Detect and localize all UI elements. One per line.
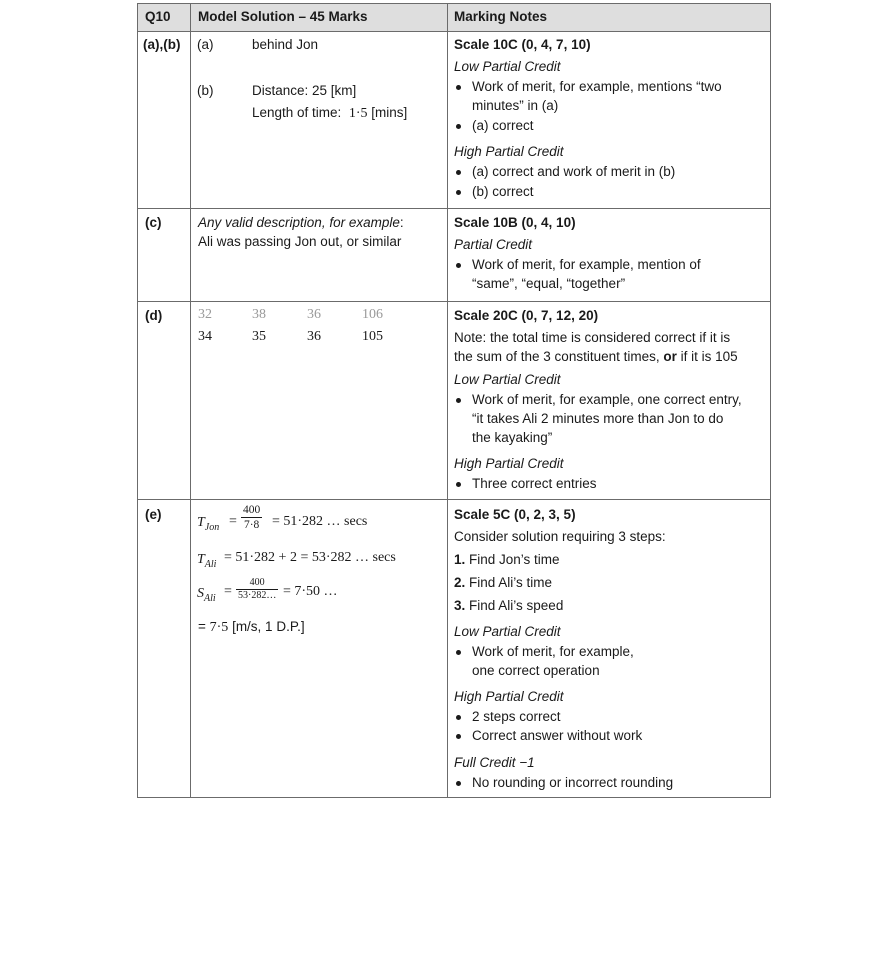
s-ali-denominator: 53·282… <box>238 590 277 601</box>
note-d-line-2 <box>454 348 738 366</box>
given-value: 32 <box>198 307 212 322</box>
answer-value: 36 <box>307 329 321 344</box>
low-credit-item-e-1a: Work of merit, for example, <box>472 644 634 659</box>
row-divider-ab <box>137 208 771 209</box>
notes-column-header: Marking Notes <box>454 9 548 24</box>
table-border-right <box>770 3 771 798</box>
t-jon-denominator: 7·8 <box>243 519 260 531</box>
s-ali-fraction <box>236 577 278 602</box>
low-credit-title-ab: Low Partial Credit <box>454 59 561 74</box>
partial-credit-item-c-1b: “same”, “equal, “together” <box>472 276 626 291</box>
final-answer-e <box>198 618 305 637</box>
row-divider-d <box>137 499 771 500</box>
bullet-icon <box>456 781 461 786</box>
answer-value: 34 <box>198 329 212 344</box>
answer-b-time-value: 1·5 <box>348 106 368 121</box>
bullet-icon <box>456 85 461 90</box>
high-credit-title-e: High Partial Credit <box>454 689 564 704</box>
t-jon-symbol: $T_{Jon}$ <box>197 515 220 533</box>
part-label-c: (c) <box>145 215 162 230</box>
note-d-line-2c: if it is 105 <box>676 349 738 364</box>
sub-label-b: (b) <box>197 83 214 98</box>
given-value: 36 <box>307 307 321 322</box>
part-label-d: (d) <box>145 308 163 323</box>
table-border-left <box>137 3 138 798</box>
row-divider-c <box>137 301 771 302</box>
column-divider-2 <box>447 3 448 798</box>
low-credit-item-d-1b: “it takes Ali 2 minutes more than Jon to do <box>472 411 724 426</box>
full-credit-item-e-1: No rounding or incorrect rounding <box>472 775 674 790</box>
note-d-line-2a: the sum of the 3 constituent times, <box>454 349 664 364</box>
t-jon-fraction <box>241 504 262 532</box>
final-answer-prefix: = <box>198 619 210 634</box>
answer-b-time <box>252 104 407 123</box>
low-credit-item-d-1a: Work of merit, for example, one correct entry, <box>472 392 742 407</box>
s-ali-numerator: 400 <box>249 577 265 588</box>
question-number: Q10 <box>145 9 171 24</box>
bullet-icon <box>456 715 461 720</box>
table-border-bottom <box>137 797 771 798</box>
bullet-icon <box>456 650 461 655</box>
high-credit-item-ab-2: (b) correct <box>472 184 534 199</box>
high-credit-item-d-1: Three correct entries <box>472 476 597 491</box>
bullet-icon <box>456 170 461 175</box>
answer-value: 35 <box>252 329 266 344</box>
given-value: 106 <box>362 307 383 322</box>
answer-c-intro <box>198 214 404 232</box>
bullet-icon <box>456 482 461 487</box>
final-answer-unit: [m/s, 1 D.P.] <box>228 619 305 634</box>
bullet-icon <box>456 398 461 403</box>
given-value: 38 <box>252 307 266 322</box>
note-d-line-1: Note: the total time is considered correct if it is <box>454 330 731 345</box>
scale-c: Scale 10B (0, 4, 10) <box>454 215 576 230</box>
t-ali-result: = 51·282 + 2 = 53·282 … secs <box>224 550 396 565</box>
low-credit-title-e: Low Partial Credit <box>454 624 561 639</box>
low-credit-item-e-1b: one correct operation <box>472 663 600 678</box>
step-3: 3. Find Ali’s speed <box>454 598 564 613</box>
answer-c: Ali was passing Jon out, or similar <box>198 234 402 249</box>
low-credit-item-ab-1b: minutes” in (a) <box>472 98 559 113</box>
scale-d: Scale 20C (0, 7, 12, 20) <box>454 308 599 323</box>
answer-b-time-label: Length of time: <box>252 105 342 120</box>
t-jon-equals: = <box>229 514 237 529</box>
step-2: 2. Find Ali’s time <box>454 575 553 590</box>
s-ali-result: = 7·50 … <box>283 584 338 599</box>
low-credit-item-d-1c: the kayaking” <box>472 430 553 445</box>
answer-c-intro-colon: : <box>399 215 404 230</box>
answer-b-distance: Distance: 25 [km] <box>252 83 357 98</box>
t-jon-result: = 51·282 … secs <box>272 514 368 529</box>
answer-c-intro-text: Any valid description, for example <box>198 215 400 230</box>
bullet-icon <box>456 190 461 195</box>
note-d-or: or <box>663 349 677 364</box>
s-ali-symbol: $S_{Ali}$ <box>197 586 216 604</box>
bullet-icon <box>456 734 461 739</box>
t-ali-symbol: $T_{Ali}$ <box>197 552 217 570</box>
scale-ab: Scale 10C (0, 4, 7, 10) <box>454 37 591 52</box>
t-jon-numerator: 400 <box>243 504 261 516</box>
high-credit-item-e-2: Correct answer without work <box>472 728 643 743</box>
marking-scheme-table <box>137 3 771 798</box>
low-credit-title-d: Low Partial Credit <box>454 372 561 387</box>
final-answer-value: 7·5 <box>209 620 229 635</box>
answer-b-time-unit: [mins] <box>371 105 408 120</box>
high-credit-item-ab-1: (a) correct and work of merit in (b) <box>472 164 676 179</box>
header-divider <box>137 31 771 32</box>
scale-e: Scale 5C (0, 2, 3, 5) <box>454 507 576 522</box>
consider-steps: Consider solution requiring 3 steps: <box>454 529 666 544</box>
partial-credit-title-c: Partial Credit <box>454 237 533 252</box>
answer-a: behind Jon <box>252 37 319 52</box>
full-credit-title-e: Full Credit −1 <box>454 755 535 770</box>
high-credit-title-ab: High Partial Credit <box>454 144 564 159</box>
bullet-icon <box>456 124 461 129</box>
solution-column-header: Model Solution – 45 Marks <box>198 9 368 24</box>
partial-credit-item-c-1a: Work of merit, for example, mention of <box>472 257 701 272</box>
part-label-ab: (a),(b) <box>143 37 181 52</box>
high-credit-item-e-1: 2 steps correct <box>472 709 561 724</box>
bullet-icon <box>456 263 461 268</box>
part-label-e: (e) <box>145 507 162 522</box>
low-credit-item-ab-2: (a) correct <box>472 118 534 133</box>
table-border-top <box>137 3 771 4</box>
low-credit-item-ab-1a: Work of merit, for example, mentions “two <box>472 79 722 94</box>
sub-label-a: (a) <box>197 37 214 52</box>
step-1: 1. Find Jon’s time <box>454 552 560 567</box>
column-divider-1 <box>190 3 191 798</box>
high-credit-title-d: High Partial Credit <box>454 456 564 471</box>
s-ali-equals: = <box>224 584 232 599</box>
answer-value: 105 <box>362 329 383 344</box>
